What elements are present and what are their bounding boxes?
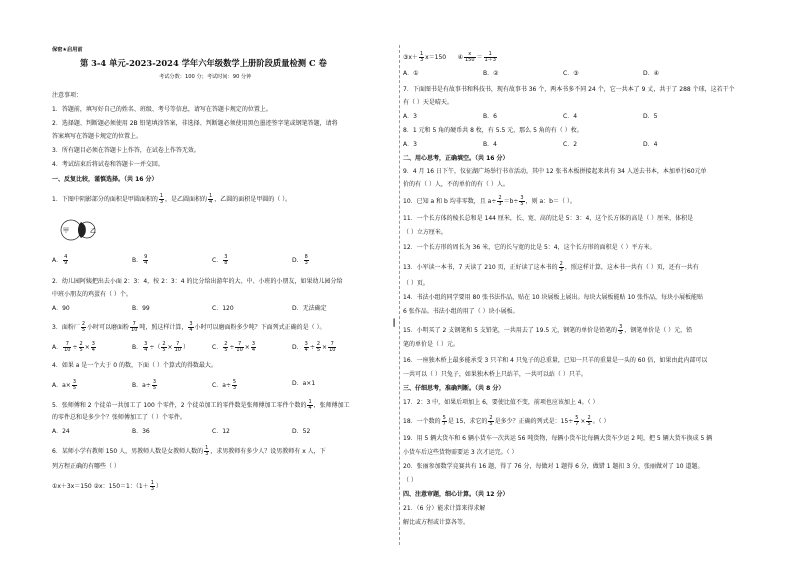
question-19-cont: 小货车后这些货物需要运 3 次才运完。（ ） <box>403 449 518 456</box>
note-item: 2．选择题、判断题必须使用 2B 铅笔填涂答案，非选择、判断题必须使用黑色墨迹签字笔或钢笔答题，请将 <box>52 120 338 127</box>
question-15: 15．小明买了 2 支钢笔和 5 支铅笔，一共用去了 19.5 元，钢笔的单价是铅笔的 $\frac{3}{5}$ ，钢笔单价是（ ）元，铅 <box>403 324 693 336</box>
binding-mark: ┃ <box>392 319 397 327</box>
q5-options: A．24 B．36 C．12 D．52 <box>52 428 311 435</box>
q8-options: A．3 B．4 C．2 D．4 <box>403 141 658 148</box>
label-jia: 甲 <box>63 227 70 235</box>
section-4-heading: 四、注意审题，细心计算。（共 12 分） <box>403 491 509 498</box>
q7-options: A．3 B．6 C．4 D．5 <box>403 113 658 120</box>
note-item: 3．所有题目必须在答题卡上作答，在试卷上作答无效。 <box>52 147 200 154</box>
question-14: 14．书法小组的同学要用 80 张书法作品，贴在 10 块展板上展出。每块大展板能贴 10 张作品，每块小展板能贴 <box>403 294 703 301</box>
question-5-cont: 的零件总和是多少个？张师傅加工了（ ）个零件。 <box>52 414 186 421</box>
left-column <box>52 0 397 562</box>
question-21-cont: 解比或方程或计算各等。 <box>403 519 470 526</box>
question-8: 8．1 元和 5 角的硬币共 8 枚，有 5.5 元，那么 5 角的有（ ）枚。 <box>403 127 583 134</box>
question-5: 5．张师傅和 2 个徒弟一共加工了 100 个零件，2 个徒弟加工的零件数是张师傅加工零件个数的 $\frac{1}{4}$ ，张师傅加工 <box>52 399 350 411</box>
q6-equations: ①x＋3x＝150 ②x：150＝1：（1＋ $\frac{1}{3}$ ） <box>52 480 162 492</box>
question-2-cont: 中班小朋友的鸡蛋有（ ）个。 <box>52 291 132 298</box>
exam-info: 考试分数：100 分；考试时间：90 分钟 <box>159 74 252 80</box>
question-11-cont: （ ）立方厘米。 <box>403 229 447 236</box>
q2-options: A．90 B．99 C．120 D．无法确定 <box>52 305 327 312</box>
question-15-cont: 笔的单价是（ ）元。 <box>403 341 459 348</box>
question-19: 19．用 5 辆大货车和 6 辆小货车一次共运 56 吨货物，每辆小货车比每辆大货车少运 2 吨，把 5 辆大货车换成 5 辆 <box>403 435 713 442</box>
q6-options: A．① B．② C．③ D．④ <box>403 70 659 77</box>
question-21: 21．（6 分）能求计算来得求解 <box>403 505 486 512</box>
question-13: 13．小军读一本书，7 天读了 210 页，正好读了这本书的 $\frac{2}{3}$ ，照这样计算，这本书一共有（ ）页，还有一共有 <box>403 261 699 273</box>
question-11: 11．一个长方体的棱长总和是 144 厘米，长、宽、高的比是 5：3：4，这个长方体的高是（ ）厘米，体积是 <box>403 215 694 222</box>
question-20: 20．张丽参加数学竞赛共有 16 题，得了 76 分，每做对 1 题得 6 分，做错 1 题扣 3 分，张丽做对了 10 道题。 <box>403 463 704 470</box>
notes-heading: 注意事项： <box>52 92 83 99</box>
question-7: 7．下面图书是有故事书和科技书，现有故事书 36 个，两本书多不同 24 个，它一共本了 9 丈，共于了 288 个球，这若干个 <box>403 86 735 93</box>
column-divider <box>399 45 400 545</box>
right-column <box>403 0 748 562</box>
question-6-cont: 列方程正确的有哪些（ ） <box>52 463 120 470</box>
note-item: 4．考试结束后将试卷和答题卡一并交回。 <box>52 161 164 168</box>
label-yi: 乙 <box>90 228 97 235</box>
question-14-cont: 6 张作品。书法小组的用了（ ）块小展板。 <box>403 308 519 315</box>
question-2: 2．幼儿园阿姨把出去小面 2：3：4，按 2：3：4 的比分给出游年的大、中、小班的小朋友，如果幼儿园分给 <box>52 278 343 285</box>
question-18: 18．一个数的 $\frac{5}{7}$ 是 15，求它的 $\frac{2}{5}$ 是多少？正确的列式是：15÷ $\frac{5}{7}$ × $\frac{2}{5}$ 。（ ） <box>403 415 610 427</box>
q6-equations-more: ③x＋ $\frac{1}{3}$ x＝150 ④ $\frac{x}{150}$ ＝ $\frac{1}{1+3}$ <box>403 51 496 63</box>
question-3: 3．面粉厂 $\frac{2}{5}$ 小时可以磨面粉 $\frac{7}{10}$ 吨，照这样计算， $\frac{3}{4}$ 小时可以磨面粉多少吨？下面列式正确的是（ ）。 <box>52 321 326 333</box>
question-9: 9．4 月 16 日下午，仪征湖广场举行书市活动，其中 12 张书木板拼接起来共有 34 人送去书本，本加单行60元单 <box>403 168 707 175</box>
question-4: 4．如果 a 是一个大于 0 的数，下面（ ）个算式的得数最大。 <box>52 362 217 369</box>
note-item: 1．答题前，填写好自己的姓名、班级、考号等信息，请写在答题卡规定的位置上。 <box>52 106 272 113</box>
question-1: 1．下图中阴影部分的面积是甲圆面积的 $\frac{1}{3}$ ，是乙圆面积的 $\frac{1}{4}$ ，乙圆的面积是甲圆的（ ）。 <box>52 193 292 205</box>
question-7-cont: 有（ ）天是晴天。 <box>403 99 453 106</box>
question-12: 12．一个长方形的周长为 36 米，它的长与宽的比是 5：4，这个长方形的面积是（ ）平方米。 <box>403 244 656 251</box>
question-10: 10．已知 a 和 b 均非零数，且 a÷ $\frac{2}{3}$ ＝b÷ $\frac{3}{5}$ ，则 a：b＝（ ）。 <box>403 195 576 207</box>
q1-options: A． $\frac{4}{9}$ B． $\frac{9}{4}$ C． $\frac{3}{8}$ D． $\frac{8}{3}$ <box>52 254 308 266</box>
exam-title: 第 3-4 单元-2023-2024 学年六年级数学上册阶段质量检测 C 卷 <box>80 58 327 68</box>
question-16: 16．一座独木桥上最多能承受 3 只羊和 4 只兔子的总重量，已知一只羊的重量是一头的 60 倍，如果由此内部可以 <box>403 357 708 364</box>
fraction: $\frac{1}{3}$ <box>159 193 164 205</box>
note-item: 答案填写在答题卡规定的位置上。 <box>52 133 143 140</box>
venn-diagram <box>52 219 102 241</box>
question-16-cont: 一共可以（ ）只兔子，如果独木桥上只站羊，一共可以站（ ）只羊。 <box>403 371 587 378</box>
question-9-cont: 价的有（ ）人，不的单价的有（ ）人。 <box>403 181 509 188</box>
question-6: 6．某师小学有教师 150 人，男教师人数是女教师人数的 $\frac{1}{3}$ ，求男教师有多少人？设男教师有 x 人，下 <box>52 445 326 457</box>
q4-options: A．a× $\frac{3}{5}$ B．a÷ $\frac{3}{5}$ C．a÷ $\frac{5}{3}$ D．a×1 <box>52 379 316 391</box>
q3-options: A． $\frac{7}{10}$ ÷ $\frac{2}{5}$ × $\frac{3}{4}$ B． $\frac{3}{4}$ ÷（ $\frac{2}{5}$ × $\frac{7}{10}$ ） C． $\frac{2}{5}$ ÷ $\frac{7}{10}$ × $\frac{3}{4}$ D． $\frac{3}{4}$ ÷ $\frac{2}{5}$ × $\frac{7}{10}$ <box>52 341 336 353</box>
section-2-heading: 二、用心思考，正确填空。（共 16 分） <box>403 155 509 162</box>
section-3-heading: 三、仔细思考，准确判断。（共 8 分） <box>403 385 505 392</box>
secret-label: 保密★启用前 <box>52 47 83 53</box>
question-20-cont: （ ） <box>403 477 417 484</box>
question-13-cont: （ ）页。 <box>403 280 429 287</box>
section-1-heading: 一、反复比较，谨慎选择。（共 16 分） <box>52 176 158 183</box>
question-17: 17．2：3 中，如果后项加上 6，要使比值不变，前项也应该加上 4。（ ） <box>403 399 599 406</box>
fraction: $\frac{1}{4}$ <box>209 193 213 205</box>
